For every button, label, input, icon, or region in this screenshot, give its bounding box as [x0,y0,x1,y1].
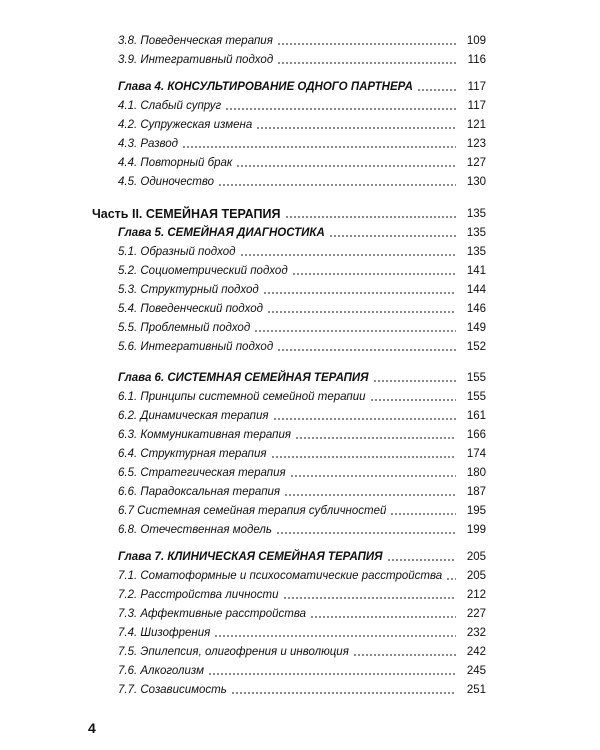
entry-title: 5.4. Поведенческий подход [118,303,264,315]
dot-leader [256,127,456,129]
dot-leader [218,184,456,186]
dot-leader [295,437,456,439]
entry-title: 6.1. Принципы системной семейной терапии [118,391,366,403]
dot-leader [277,349,456,351]
toc-section-entry [118,300,486,317]
entry-page-number: 130 [466,176,486,188]
entry-page-number: 212 [466,589,486,601]
entry-title: 5.6. Интегративный подход [118,341,274,353]
entry-page-number: 141 [466,265,486,277]
toc-section-entry [118,567,486,584]
toc-section-entry [118,662,486,679]
entry-page-number: 232 [466,627,486,639]
dot-leader [182,146,456,148]
dot-leader [208,673,456,675]
entry-title: 7.3. Аффективные расстройства [118,608,306,620]
entry-page-number: 146 [466,303,486,315]
entry-title: 4.2. Супружеская измена [118,119,253,131]
entry-page-number: 187 [466,486,486,498]
toc-section-entry [118,605,486,622]
entry-page-number: 135 [466,227,486,239]
toc-section-entry [118,154,486,171]
dot-leader [370,399,457,401]
toc-section-entry [118,643,486,660]
entry-title: 5.1. Образный подход [118,246,236,258]
dot-leader [446,578,456,580]
toc-section-entry [118,426,486,443]
dot-leader [283,597,456,599]
toc-section-entry [118,51,486,68]
dot-leader [310,616,456,618]
entry-page-number: 205 [466,551,486,563]
entry-page-number: 205 [466,570,486,582]
toc-section-entry [118,445,486,462]
entry-page-number: 180 [466,467,486,479]
entry-page-number: 117 [467,100,486,112]
toc-section-entry [118,464,486,481]
entry-page-number: 174 [466,448,486,460]
entry-page-number: 109 [466,35,486,47]
entry-title: 3.9. Интегративный подход [118,54,274,66]
dot-leader [225,108,456,110]
dot-leader [254,330,456,332]
entry-title: 6.7 Системная семейная терапия субличностей [118,505,387,517]
toc-section-entry [118,586,486,603]
toc-section-entry [118,388,486,405]
entry-title: Глава 4. КОНСУЛЬТИРОВАНИЕ ОДНОГО ПАРТНЕРА [118,81,413,93]
entry-page-number: 227 [466,608,486,620]
entry-title: 7.2. Расстройства личности [118,589,279,601]
entry-page-number: 251 [466,684,486,696]
entry-title: 4.5. Одиночество [118,176,214,188]
toc-section-entry [118,681,486,698]
entry-page-number: 123 [466,138,486,150]
entry-title: 6.8. Отечественная модель [118,524,272,536]
entry-title: 7.6. Алкоголизм [118,665,205,677]
dot-leader [292,273,456,275]
entry-title: 7.7. Созависимость [118,684,227,696]
dot-leader [231,692,456,694]
dot-leader [263,292,456,294]
toc-section-entry [118,243,486,260]
toc-chapter-entry [118,78,486,95]
entry-page-number: 199 [466,524,486,536]
toc-section-entry [118,624,486,641]
dot-leader [214,635,456,637]
entry-title: 5.3. Структурный подход [118,284,259,296]
entry-page-number: 135 [466,246,486,258]
dot-leader [277,62,456,64]
dot-leader [276,532,456,534]
toc-section-entry [118,338,486,355]
toc-chapter-entry [118,548,486,565]
toc-section-entry [118,502,486,519]
dot-leader [353,654,456,656]
dot-leader [240,254,456,256]
entry-page-number: 245 [466,665,486,677]
dot-leader [271,456,457,458]
entry-page-number: 242 [466,646,486,658]
dot-leader [277,43,456,45]
entry-page-number: 121 [466,119,486,131]
page-number: 4 [88,720,96,736]
toc-section-entry [118,135,486,152]
entry-title: Глава 7. КЛИНИЧЕСКАЯ СЕМЕЙНАЯ ТЕРАПИЯ [118,551,383,563]
entry-page-number: 152 [466,341,486,353]
entry-title: 6.4. Структурная терапия [118,448,267,460]
entry-title: 7.5. Эпилепсия, олигофрения и инволюция [118,646,349,658]
dot-leader [273,418,456,420]
dot-leader [236,165,456,167]
entry-title: 4.1. Слабый супруг [118,100,222,112]
entry-title: 6.6. Парадоксальная терапия [118,486,281,498]
toc-section-entry [118,262,486,279]
entry-page-number: 166 [466,429,486,441]
toc-section-entry [118,32,486,49]
toc-section-entry [118,281,486,298]
toc-section-entry [118,173,486,190]
entry-page-number: 117 [467,81,486,93]
toc-chapter-entry [118,224,486,241]
toc-section-entry [118,97,486,114]
toc-section-entry [118,319,486,336]
entry-page-number: 149 [466,322,486,334]
entry-title: 7.1. Соматоформные и психосоматические расстройства [118,570,443,582]
entry-title: 6.3. Коммуникативная терапия [118,429,292,441]
entry-page-number: 127 [466,157,486,169]
entry-title: Часть II. СЕМЕЙНАЯ ТЕРАПИЯ [92,207,281,221]
toc-section-entry [118,521,486,538]
entry-page-number: 135 [466,208,486,220]
entry-page-number: 161 [466,410,486,422]
dot-leader [387,559,457,561]
toc-section-entry [118,407,486,424]
entry-title: 6.2. Динамическая терапия [118,410,269,422]
dot-leader [290,475,456,477]
entry-title: Глава 6. СИСТЕМНАЯ СЕМЕЙНАЯ ТЕРАПИЯ [118,372,369,384]
toc-section-entry [118,483,486,500]
entry-page-number: 116 [467,54,486,66]
toc-part-entry [92,205,486,222]
dot-leader [390,513,456,515]
dot-leader [329,235,456,237]
entry-page-number: 144 [466,284,486,296]
entry-title: Глава 5. СЕМЕЙНАЯ ДИАГНОСТИКА [118,227,325,239]
entry-title: 4.4. Повторный брак [118,157,233,169]
entry-title: 4.3. Развод [118,138,179,150]
entry-title: 5.2. Социометрический подход [118,265,288,277]
dot-leader [284,494,456,496]
entry-page-number: 155 [466,372,486,384]
entry-title: 6.5. Стратегическая терапия [118,467,286,479]
dot-leader [417,89,456,91]
toc-chapter-entry [118,369,486,386]
toc-section-entry [118,116,486,133]
entry-title: 3.8. Поведенческая терапия [118,35,273,47]
entry-title: 7.4. Шизофрения [118,627,211,639]
dot-leader [373,380,456,382]
entry-title: 5.5. Проблемный подход [118,322,251,334]
entry-page-number: 195 [466,505,486,517]
entry-page-number: 155 [466,391,486,403]
dot-leader [267,311,456,313]
dot-leader [285,216,457,218]
